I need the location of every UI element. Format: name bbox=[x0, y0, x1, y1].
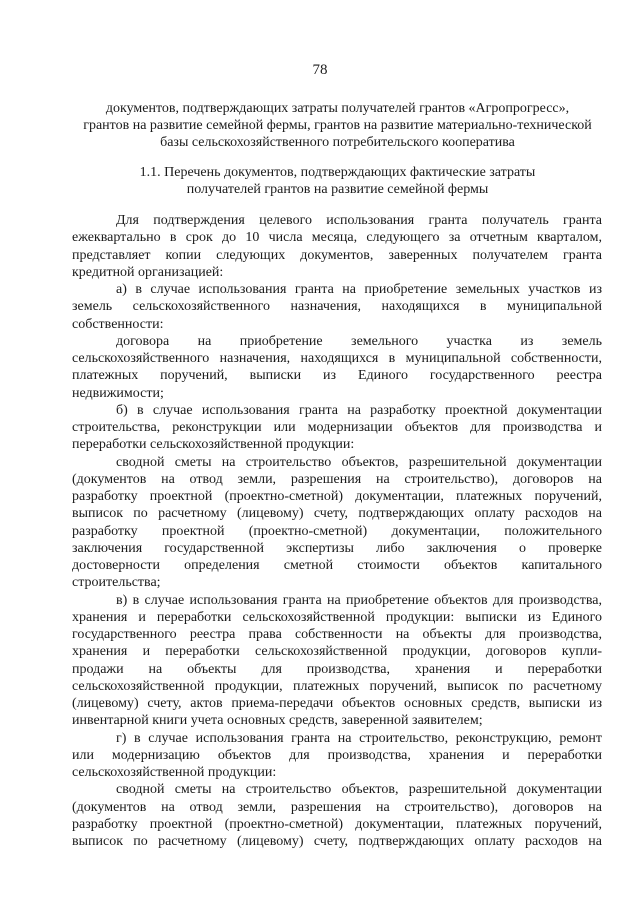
text-line: ежеквартально в срок до 10 числа месяца, следующего за отчетным кварталом, bbox=[72, 230, 602, 246]
text-line: сельскохозяйственной продукции: bbox=[72, 765, 277, 780]
text-line: Для подтверждения целевого использования гранта получатель гранта bbox=[116, 213, 602, 228]
text-line: заключения государственной экспертизы либо заключения о проверке bbox=[72, 540, 602, 556]
text-line: государственного реестра права собственности на объекты для производства, bbox=[72, 627, 602, 642]
text-line: договора на приобретение земельного участка из земель bbox=[116, 333, 602, 349]
text-line: или модернизацию объектов для производства, хранения и переработки bbox=[72, 747, 602, 763]
heading-line: получателей грантов на развитие семейной фермы bbox=[186, 182, 489, 197]
text-line: сельскохозяйственной продукции, платежных поручений, выписок по расчетному bbox=[72, 678, 602, 694]
text-line: в) в случае использования гранта на приобретение объектов для производства, bbox=[116, 592, 602, 608]
text-line: представляет копии следующих документов, заверенных получателем гранта bbox=[72, 247, 602, 263]
heading-line: базы сельскохозяйственного потребительского кооператива bbox=[160, 135, 515, 150]
text-line: г) в случае использования гранта на строительство, реконструкцию, ремонт bbox=[116, 730, 602, 746]
text-line: собственности: bbox=[72, 316, 164, 332]
text-line: б) в случае использования гранта на разработку проектной документации bbox=[116, 402, 602, 418]
text-line: сельскохозяйственного назначения, находящихся в муниципальной собственности, bbox=[72, 351, 602, 366]
text-line: недвижимости; bbox=[72, 385, 164, 401]
text-line: продажи на объекты для производства, хранения и переработки bbox=[72, 661, 602, 677]
page-number: 78 bbox=[312, 62, 328, 78]
heading-line: грантов на развитие семейной фермы, грантов на развитие материально-технической bbox=[83, 118, 592, 133]
section-heading bbox=[60, 164, 615, 198]
text-line: а) в случае использования гранта на приобретение земельных участков из bbox=[116, 282, 602, 297]
text-line: достоверности определения сметной стоимости объектов капитального bbox=[72, 558, 602, 573]
text-line: сводной сметы на строительство объектов, разрешительной документации bbox=[116, 782, 602, 798]
text-line: хранения и переработки сельскохозяйственной продукции: выписки из Единого bbox=[72, 609, 602, 625]
text-line: инвентарной книги учета основных средств, заверенной заявителем; bbox=[72, 713, 483, 729]
text-line: переработки сельскохозяйственной продукции: bbox=[72, 437, 355, 453]
text-line: хранения и переработки сельскохозяйственной продукции, договоров купли- bbox=[72, 644, 602, 660]
body-text bbox=[72, 212, 602, 850]
text-line: (лицевому) счету, актов приема-передачи объектов основных средств, выписки из bbox=[72, 696, 602, 711]
text-line: выписок по расчетному (лицевому) счету, подтверждающих оплату расходов на bbox=[72, 834, 602, 849]
text-line: земель сельскохозяйственного назначения, находящихся в муниципальной bbox=[72, 299, 602, 315]
text-line: выписок по расчетному (лицевому) счету, подтверждающих оплату расходов на bbox=[72, 506, 602, 522]
text-line: (документов на отвод земли, разрешения на строительство), договоров на bbox=[72, 799, 602, 815]
document-heading bbox=[60, 100, 615, 151]
text-line: разработку проектной (проектно-сметной) документации, положительного bbox=[72, 523, 602, 539]
heading-line: документов, подтверждающих затраты получателей грантов «Агропрогресс», bbox=[105, 101, 570, 116]
text-line: сводной сметы на строительство объектов, разрешительной документации bbox=[116, 454, 602, 470]
text-line: платежных поручений, выписки из Единого государственного реестра bbox=[72, 368, 602, 384]
text-line: строительства, реконструкции или модернизации объектов для производства и bbox=[72, 420, 602, 435]
text-line: кредитной организацией: bbox=[72, 264, 224, 280]
text-line: разработку проектной (проектно-сметной) документации, платежных поручений, bbox=[72, 489, 602, 504]
heading-line: 1.1. Перечень документов, подтверждающих фактические затраты bbox=[139, 165, 536, 180]
text-line: строительства; bbox=[72, 575, 161, 591]
text-line: разработку проектной (проектно-сметной) документации, платежных поручений, bbox=[72, 816, 602, 832]
text-line: (документов на отвод земли, разрешения на строительство), договоров на bbox=[72, 471, 602, 487]
